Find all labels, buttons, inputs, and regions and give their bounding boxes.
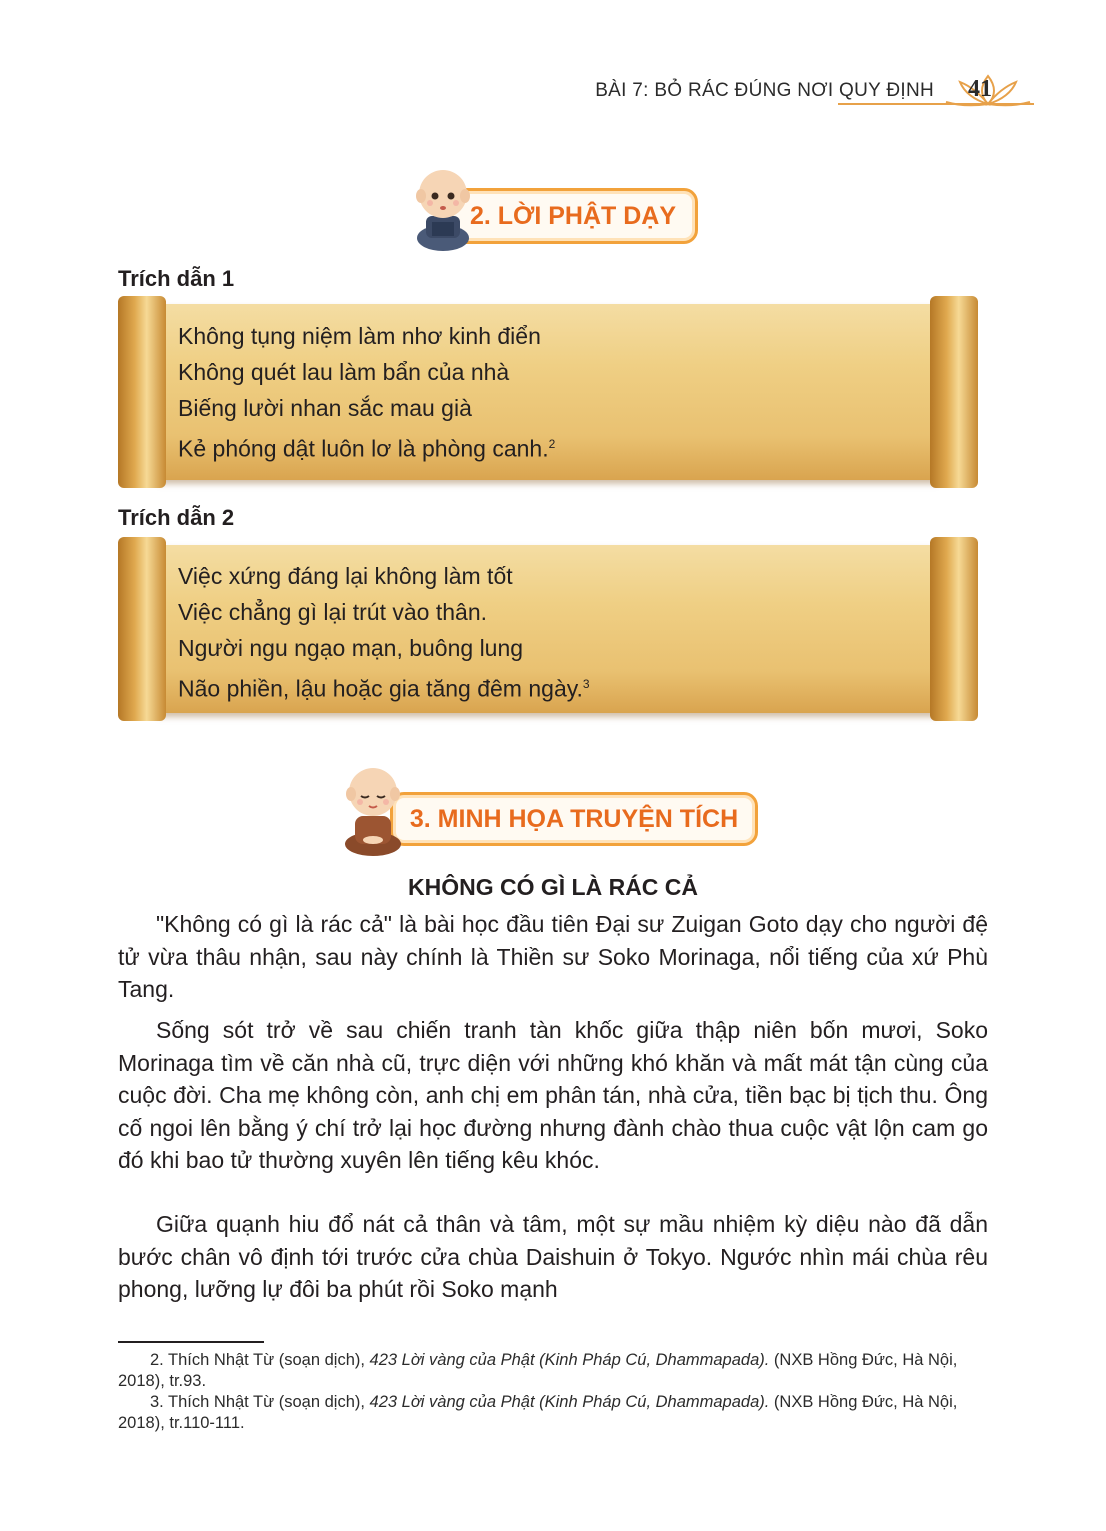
chapter-title: BÀI 7: BỎ RÁC ĐÚNG NƠI QUY ĐỊNH <box>595 80 934 101</box>
section-3-heading <box>338 764 778 854</box>
verse-line: Việc xứng đáng lại không làm tốt <box>178 563 513 589</box>
footnote-ref: 2 <box>548 437 556 451</box>
scroll-roll-right <box>930 537 978 721</box>
verse-line: Não phiền, lậu hoặc gia tăng đêm ngày.$^3$ <box>178 675 590 702</box>
meditating-monk-icon <box>338 764 408 858</box>
scroll-roll-right <box>930 296 978 488</box>
quote-2-label: Trích dẫn 2 <box>118 505 235 530</box>
page-number: 41 <box>968 76 992 102</box>
footnote: 3. Thích Nhật Từ (soạn dịch), 423 Lời vàng của Phật (Kinh Pháp Cú, Dhammapada). (NXB Hồng Đức, Hà Nội, 2018), tr.110-111. <box>118 1393 958 1432</box>
quote-1-verse <box>178 318 555 467</box>
verse-line: Việc chẳng gì lại trút vào thân. <box>178 599 487 625</box>
section-2-title: 2. LỜI PHẬT DẠY <box>448 188 698 244</box>
quote-2-verse <box>178 558 590 707</box>
footnote: 2. Thích Nhật Từ (soạn dịch), 423 Lời vàng của Phật (Kinh Pháp Cú, Dhammapada). (NXB Hồng Đức, Hà Nội, 2018), tr.93. <box>118 1351 958 1390</box>
reading-monk-icon <box>408 164 478 254</box>
verse-line: Không quét lau làm bẩn của nhà <box>178 359 510 385</box>
scroll-roll-left <box>118 537 166 721</box>
verse-line: Kẻ phóng dật luôn lơ là phòng canh.$^2$ <box>178 435 556 462</box>
verse-line: Không tụng niệm làm nhơ kinh điển <box>178 323 541 349</box>
verse-line: Người ngu ngạo mạn, buông lung <box>178 635 524 661</box>
quote-1-label: Trích dẫn 1 <box>118 266 235 291</box>
story-title: KHÔNG CÓ GÌ LÀ RÁC CẢ <box>407 874 699 900</box>
story-paragraph: Sống sót trở về sau chiến tranh tàn khốc giữa thập niên bốn mươi, Soko Morinaga tìm về căn nhà cũ, trực diện với những khó khăn và mất mát tận cùng của cuộc đời. Cha mẹ không còn, anh chị em phân tán, nhà cửa, tiền bạc bị tịch thu. Ông cố ngoi lên bằng ý chí trở lại học đường nhưng đành chào thua cuộc vật lộn cam go đó khi bao tử thường xuyên lên tiếng kêu khóc. <box>118 1017 988 1173</box>
footnote-rule <box>118 1341 264 1343</box>
verse-line: Biếng lười nhan sắc mau già <box>178 395 472 421</box>
footnote-ref: 3 <box>582 677 590 691</box>
section-2-heading <box>408 164 708 254</box>
section-3-title: 3. MINH HỌA TRUYỆN TÍCH <box>390 792 758 846</box>
page-header <box>0 72 1106 112</box>
scroll-roll-left <box>118 296 166 488</box>
story-paragraph: Giữa quạnh hiu đổ nát cả thân và tâm, một sự mầu nhiệm kỳ diệu nào đã dẫn bước chân vô định tới trước cửa chùa Daishuin ở Tokyo. Ngước nhìn mái chùa rêu phong, lưỡng lự đôi ba phút rồi Soko mạnh <box>118 1211 988 1302</box>
story-paragraph: "Không có gì là rác cả" là bài học đầu tiên Đại sư Zuigan Goto dạy cho người đệ tử vừa thâu nhận, sau này chính là Thiền sư Soko Morinaga, nổi tiếng của xứ Phù Tang. <box>118 911 988 1002</box>
